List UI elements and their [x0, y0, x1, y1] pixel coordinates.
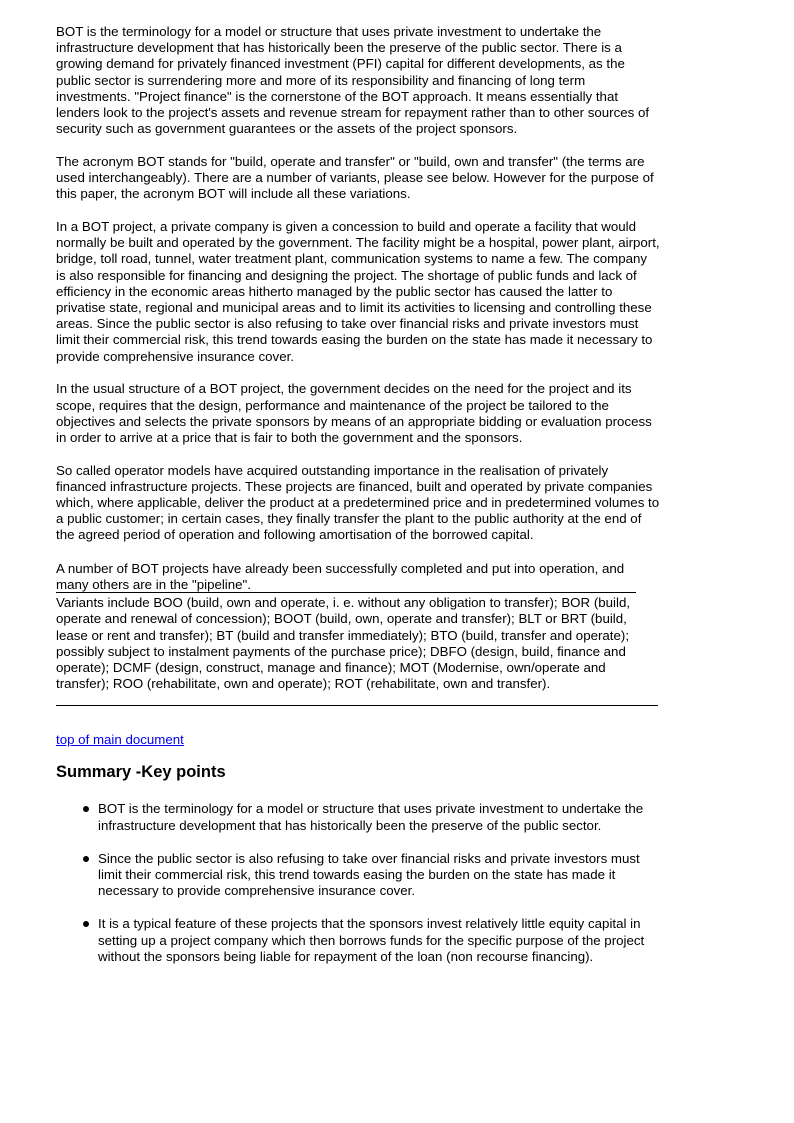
document-page	[56, 24, 660, 982]
summary-list-item: It is a typical feature of these projects that the sponsors invest relatively little equity capital in setting up a project company which then borrows funds for the specific purpose of the project without the sponsors being liable for repayment of the loan (non recourse financing).	[56, 916, 660, 965]
summary-list-item: Since the public sector is also refusing to take over financial risks and private investors must limit their commercial risk, this trend towards easing the burden on the state has made it necessary to provide comprehensive insurance cover.	[56, 851, 660, 900]
paragraph-usual-structure: In the usual structure of a BOT project, the government decides on the need for the project and its scope, requires that the design, performance and maintenance of the project be tailored to the objectives and selects the private sponsors by means of an appropriate bidding or evaluation process in order to arrive at a price that is fair to both the government and the sponsors.	[56, 381, 652, 445]
paragraph-bot-definition: BOT is the terminology for a model or structure that uses private investment to undertake the infrastructure development that has historically been the preserve of the public sector. There is a growing demand for privately financed investment (PFI) capital for different developments, as the public sector is surrendering more and more of its responsibility and financing of long term investments. "Project finance" is the cornerstone of the BOT approach. It means essentially that lenders look to the project's assets and revenue stream for repayment rather than to other sources of security such as government guarantees or the assets of the project sponsors.	[56, 24, 650, 137]
paragraph-pipeline: A number of BOT projects have already been successfully completed and put into operation, and many others are in the "pipeline".	[56, 560, 625, 592]
top-of-document-link[interactable]: top of main document	[56, 732, 184, 748]
summary-list-item: BOT is the terminology for a model or structure that uses private investment to undertake the infrastructure development that has historically been the preserve of the public sector.	[56, 801, 660, 833]
bullet-icon	[83, 921, 89, 927]
summary-list	[56, 801, 660, 965]
footnote-variants: Variants include BOO (build, own and operate, i. e. without any obligation to transfer); BOR (build, operate and renewal of concession); BOOT (build, own, operate and transfer); BLT or BRT (build, lease or rent and transfer); BT (build and transfer immediately); BTO (build, transfer and operate); possibly subject to instalment payments of the purchase price); DBFO (design, build, finance and operate); DCMF (design, construct, manage and finance); MOT (Modernise, own/operate and transfer); ROO (rehabilitate, own and operate); ROT (rehabilitate, own and transfer).	[56, 595, 631, 692]
summary-heading: Summary -Key points	[56, 763, 226, 782]
bullet-icon	[83, 856, 89, 862]
paragraph-operator-models: So called operator models have acquired outstanding importance in the realisation of privately financed infrastructure projects. These projects are financed, built and operated by private companies which, where applicable, deliver the product at a predetermined price and in predetermined volumes to a public customer; in certain cases, they finally transfer the plant to the public authority at the end of the agreed period of operation and following amortisation of the borrowed capital.	[56, 462, 660, 543]
paragraph-bot-project: In a BOT project, a private company is given a concession to build and operate a facility that would normally be built and operated by the government. The facility might be a hospital, power plant, airport, bridge, toll road, tunnel, water treatment plant, communication systems to name a few. The company is also responsible for financing and designing the project. The shortage of public funds and lack of efficiency in the economic areas hitherto managed by the public sector has caused the latter to privatise state, regional and municipal areas and to limit its activities to licensing and controlling these areas. Since the public sector is also refusing to take over financial risks and private investors must limit their commercial risk, this trend towards easing the burden on the state has made it necessary to provide comprehensive insurance cover.	[56, 219, 660, 364]
bullet-icon	[83, 806, 89, 812]
section-divider	[56, 705, 658, 706]
paragraph-acronym: The acronym BOT stands for "build, operate and transfer" or "build, own and transfer" (the terms are used interchangeably). There are a number of variants, please see below. However for the purpose of this paper, the acronym BOT will include all these variations.	[56, 153, 654, 202]
